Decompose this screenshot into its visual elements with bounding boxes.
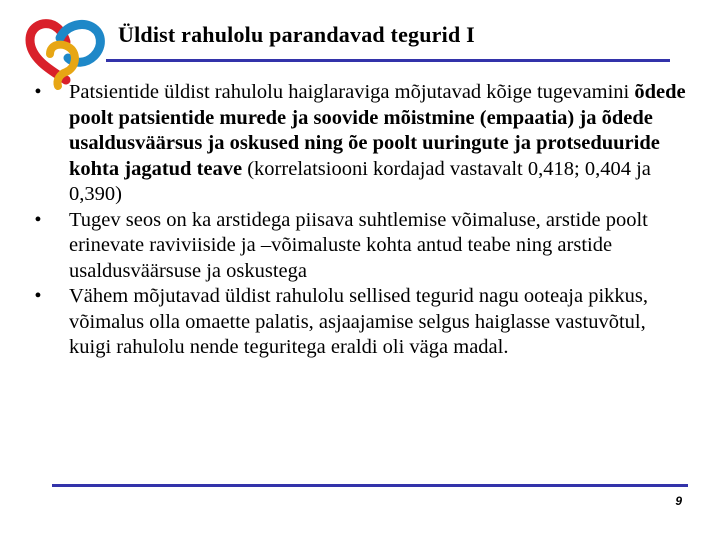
bullet-text-bold-segment: õdede poolt patsientide murede ja soovide mõistmine (empaatia) ja õdede usaldusväärsus ja oskused ning õe poolt uuringute ja protseduuride kohta jagatud teave xyxy=(69,81,686,180)
bullet-item xyxy=(28,80,688,208)
page-number: 9 xyxy=(675,494,682,508)
slide-title: Üldist rahulolu parandavad tegurid I xyxy=(118,22,475,47)
bullet-text-segment: Vähem mõjutavad üldist rahulolu sellised tegurid nagu ooteaja pikkus, võimalus olla omaette palatis, asjaajamise selgus haiglasse vastuvõtul, kuigi rahulolu nende teguritega eraldi oli väga madal. xyxy=(69,285,649,358)
bullet-dot-icon: • xyxy=(34,81,42,103)
title-divider xyxy=(106,59,670,62)
bullet-dot-icon: • xyxy=(34,285,42,307)
bullet-text-segment: Patsientide üldist rahulolu haiglaraviga mõjutavad kõige tugevamini xyxy=(69,81,635,103)
bullet-item xyxy=(28,208,688,285)
bullet-text-segment: Tugev seos on ka arstidega piisava suhtlemise võimaluse, arstide poolt erinevate raviviiside ja –võimaluste kohta antud teabe ning arstide usaldusväärsuse ja oskustega xyxy=(69,208,648,282)
bullet-item xyxy=(28,284,688,361)
bullet-dot-icon: • xyxy=(34,208,42,231)
bullet-text-segment: (korrelatsiooni kordajad vastavalt 0,418; 0,404 ja 0,390) xyxy=(69,157,651,205)
bullet-list xyxy=(28,80,688,361)
footer-divider xyxy=(52,484,688,487)
